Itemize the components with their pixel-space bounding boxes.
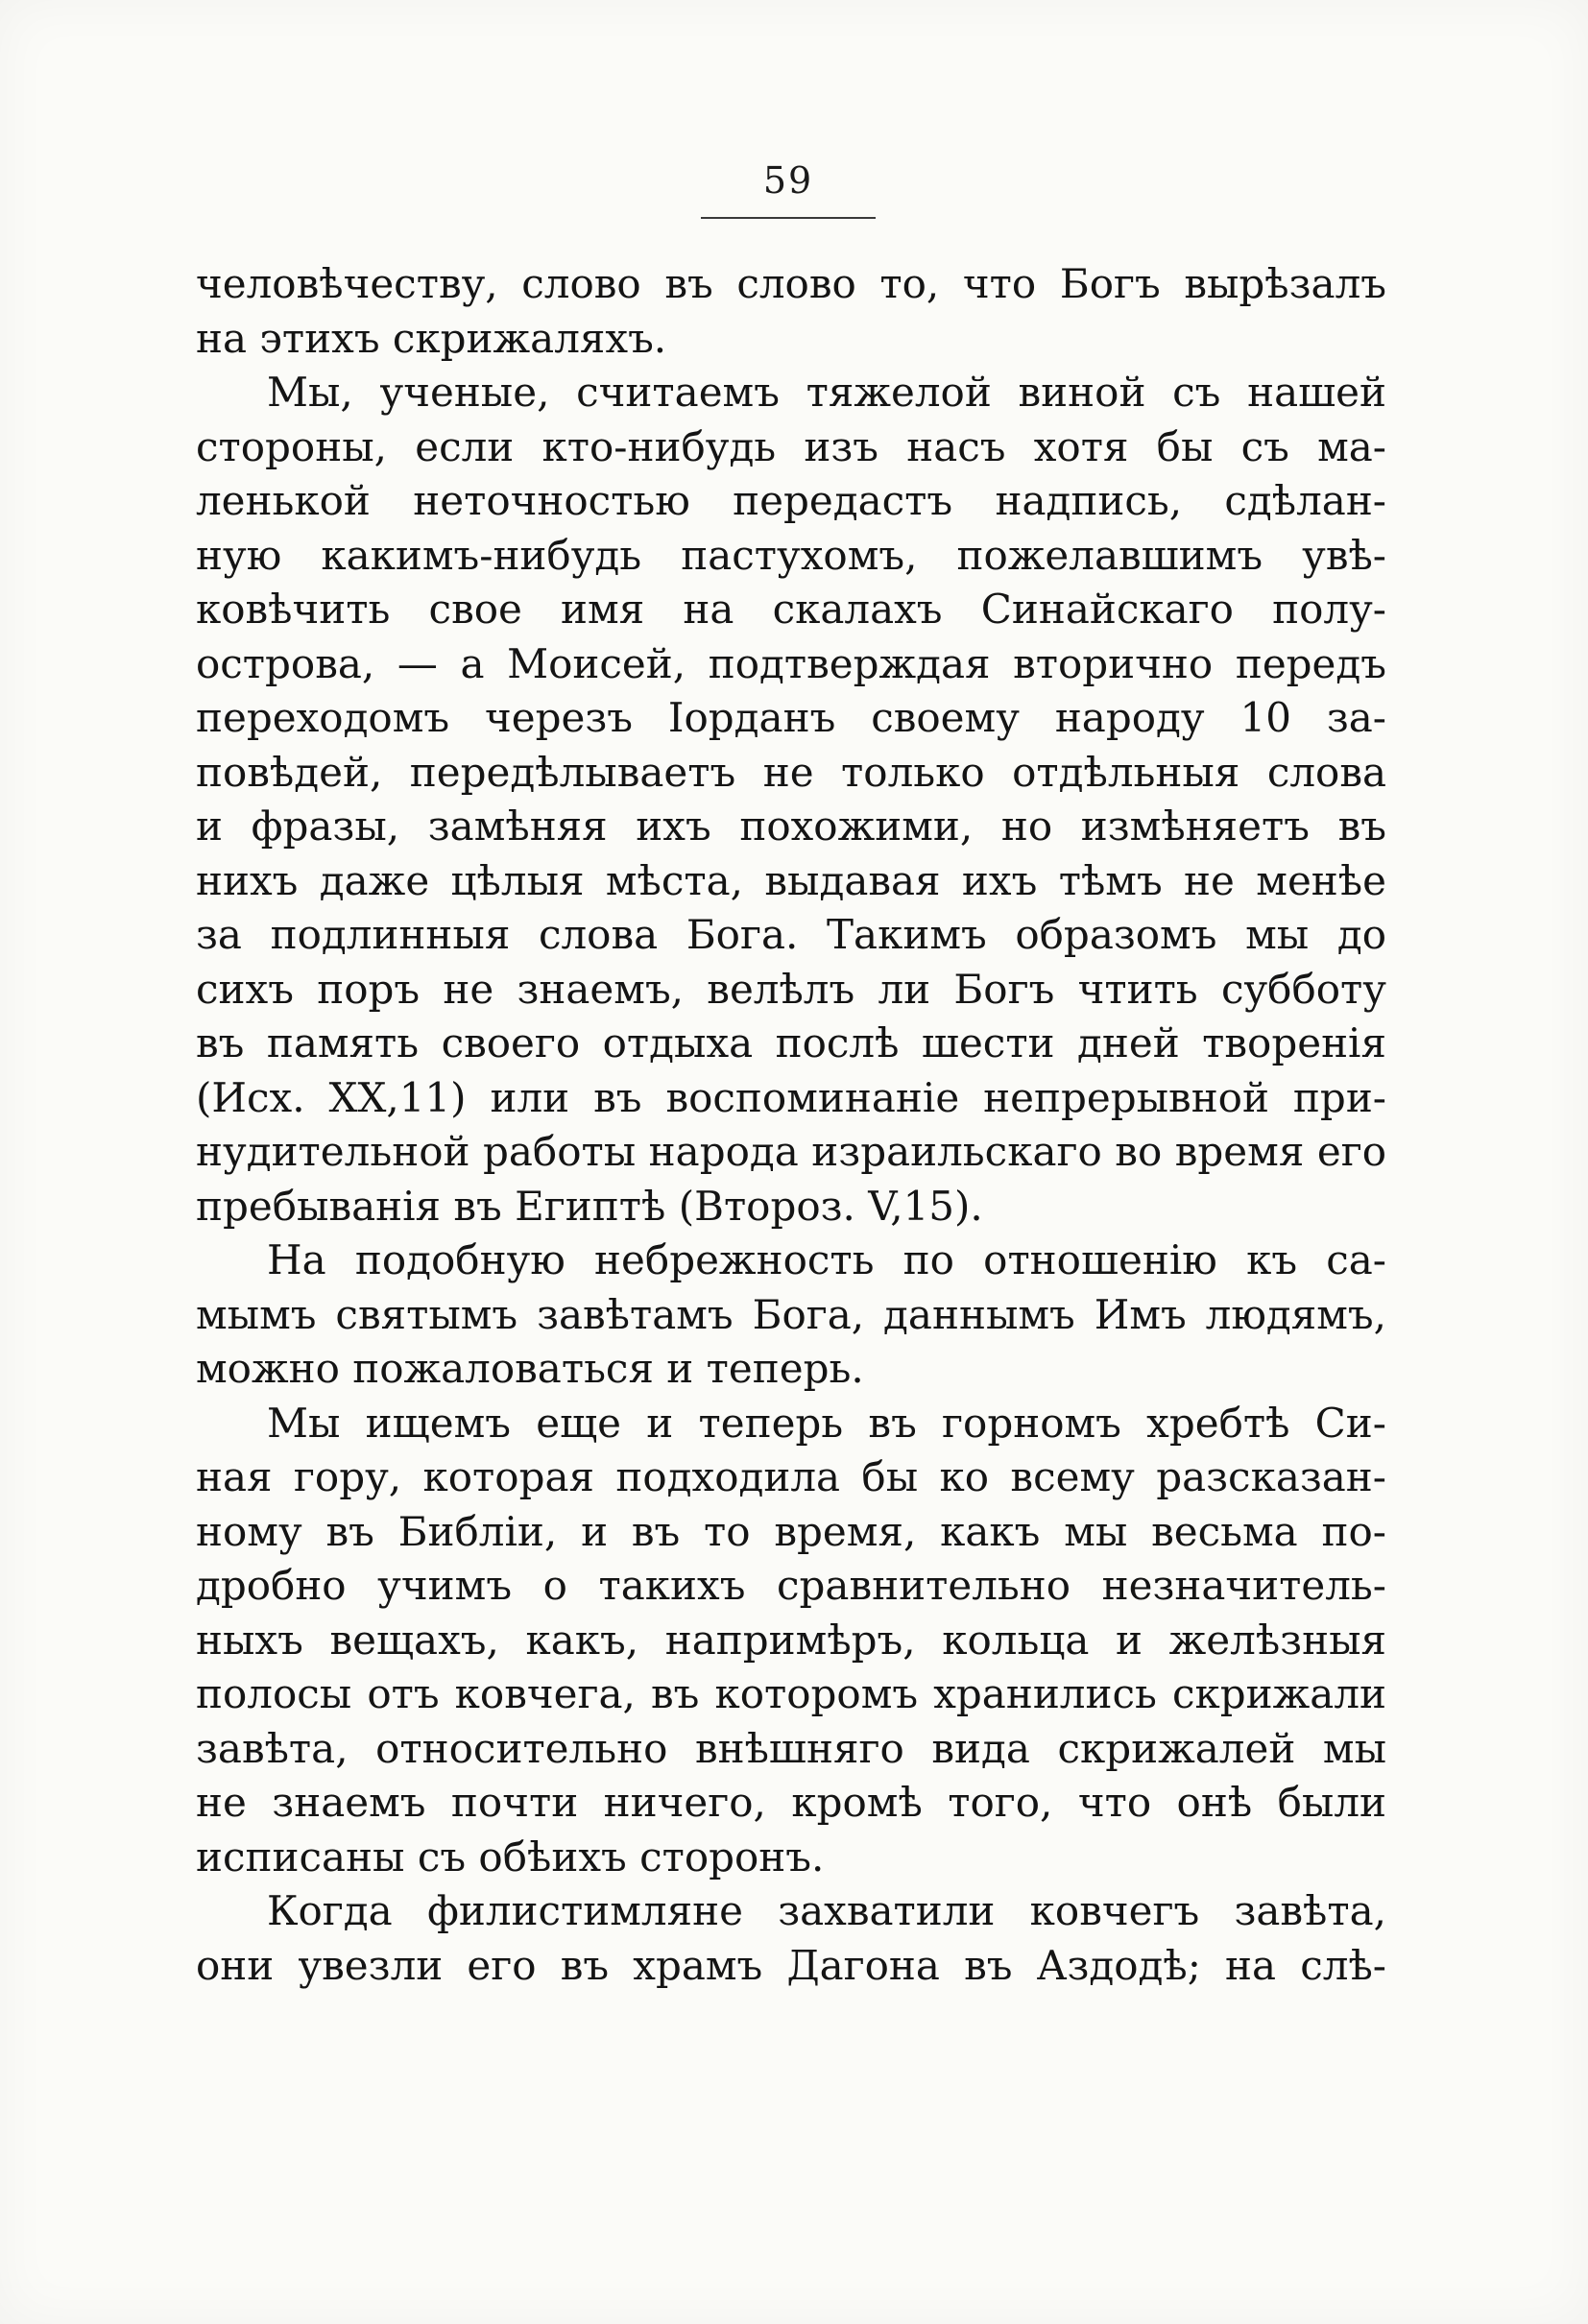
text-line: можно пожаловаться и теперь. [196, 1345, 864, 1392]
text-line: за подлинныя слова Бога. Такимъ образомъ мы до [196, 911, 1386, 958]
text-line: (Исх. XX,11) или въ воспоминаніе непрерывной при- [196, 1073, 1386, 1121]
text-line: стороны, если кто-нибудь изъ насъ хотя бы съ ма- [196, 422, 1386, 470]
text-line: человѣчеству, слово въ слово то, что Богъ вырѣзалъ [196, 260, 1386, 307]
page-number: 59 [762, 159, 814, 202]
text-line: Когда филистимляне захватили ковчегъ завѣта, [267, 1887, 1386, 1934]
text-line: не знаемъ почти ничего, кромѣ того, что онѣ были [196, 1779, 1386, 1826]
text-line: острова, — а Моисей, подтверждая вторично передъ [196, 639, 1386, 687]
text-line: Мы, ученые, считаемъ тяжелой виной съ нашей [267, 369, 1386, 416]
text-line: переходомъ черезъ Іорданъ своему народу 10 за- [196, 694, 1386, 741]
text-line: въ память своего отдыха послѣ шести дней творенія [196, 1019, 1386, 1066]
text-line: на этихъ скрижаляхъ. [196, 314, 667, 362]
text-line: сихъ поръ не знаемъ, велѣлъ ли Богъ чтить субботу [196, 965, 1386, 1013]
text-line: ленькой неточностью передастъ надпись, сдѣлан- [196, 477, 1386, 524]
text-line: На подобную небрежность по отношенію къ са- [267, 1236, 1386, 1283]
text-line: полосы отъ ковчега, въ которомъ хранились скрижали [196, 1670, 1386, 1717]
text-line: мымъ святымъ завѣтамъ Бога, даннымъ Имъ людямъ, [196, 1290, 1386, 1338]
text-line: пребыванія въ Египтѣ (Второз. V,15). [196, 1182, 983, 1230]
text-line: ная гору, которая подходила бы ко всему разсказан- [196, 1453, 1386, 1500]
text-line: и фразы, замѣняя ихъ похожими, но измѣняетъ въ [196, 803, 1386, 850]
text-line: исписаны съ обѣихъ сторонъ. [196, 1833, 825, 1881]
text-line: ковѣчить свое имя на скалахъ Синайскаго полу- [196, 586, 1386, 633]
text-line: ную какимъ-нибудь пастухомъ, пожелавшимъ увѣ- [196, 531, 1386, 579]
text-line: повѣдей, передѣлываетъ не только отдѣльныя слова [196, 748, 1386, 796]
text-line: завѣта, относительно внѣшняго вида скрижалей мы [196, 1724, 1386, 1772]
body-text [196, 257, 1386, 1993]
text-line: дробно учимъ о такихъ сравнительно незначитель- [196, 1562, 1386, 1609]
text-line: нихъ даже цѣлыя мѣста, выдавая ихъ тѣмъ не менѣе [196, 856, 1386, 904]
text-line: нудительной работы народа израильскаго во время его [196, 1128, 1386, 1175]
text-line: Мы ищемъ еще и теперь въ горномъ хребтѣ Си- [267, 1399, 1386, 1447]
text-line: ному въ Библіи, и въ то время, какъ мы весьма по- [196, 1507, 1386, 1555]
text-line: ныхъ вещахъ, какъ, напримѣръ, кольца и желѣзныя [196, 1616, 1386, 1664]
text-line: они увезли его въ храмъ Дагона въ Аздодѣ; на слѣ- [196, 1941, 1386, 1989]
page-number-rule [701, 217, 876, 219]
